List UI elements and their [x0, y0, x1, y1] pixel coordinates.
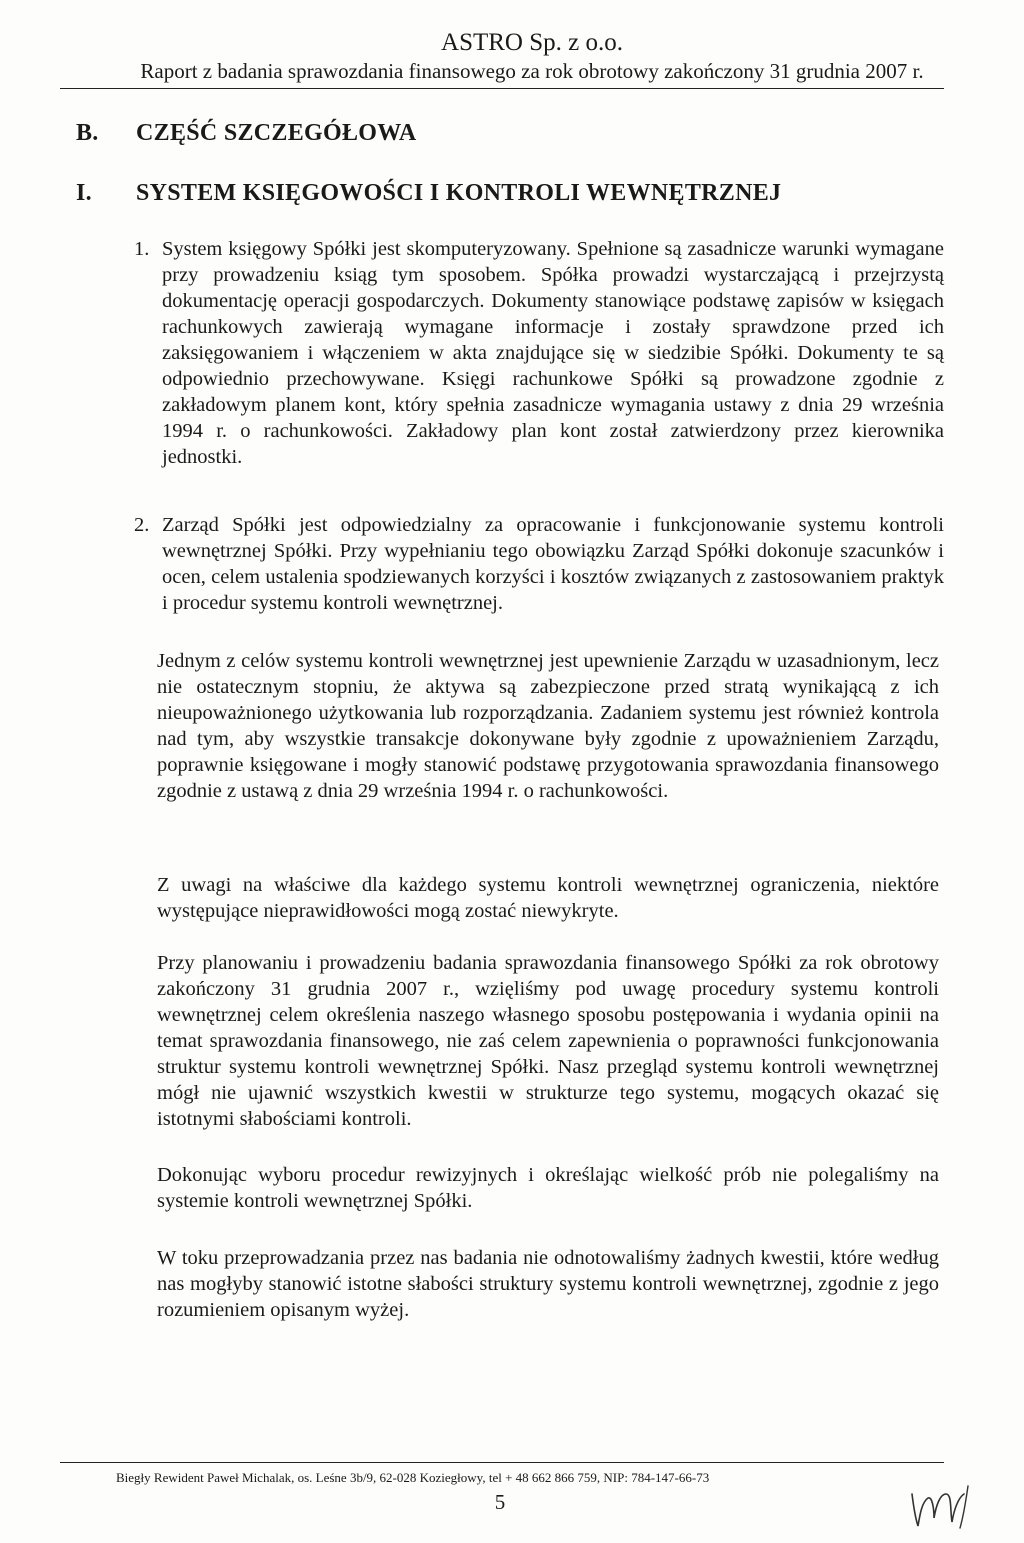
section-heading	[76, 180, 781, 207]
item-number: 1.	[134, 238, 150, 260]
paragraph-control-objectives: Jednym z celów systemu kontroli wewnętrznej jest upewnienie Zarządu w uzasadnionym, lecz nie ostatecznym stopniu, że aktywa są zabezpieczone przed stratą wynikającą z ich nieupoważnionego użytkowania lub rozporządzania. Zadaniem systemu jest również kontrola nad tym, aby wszystkie transakcje dokonywane były zgodnie z upoważnieniem Zarządu, poprawnie księgowane i mogły stanowić podstawę przygotowania sprawozdania finansowego zgodnie z ustawą z dnia 29 września 1994 r. o rachunkowości.	[157, 650, 939, 802]
item-text: Zarząd Spółki jest odpowiedzialny za opracowanie i funkcjonowanie systemu kontroli wewnętrznej Spółki. Przy wypełnianiu tego obowiązku Zarząd Spółki dokonuje szacunków i ocen, celem ustalenia spodziewanych korzyści i kosztów związanych z zastosowaniem praktyk i procedur systemu kontroli wewnętrznej.	[162, 514, 944, 614]
page-footer	[60, 1470, 944, 1486]
company-name: ASTRO Sp. z o.o.	[441, 29, 623, 56]
paragraph-audit-planning: Przy planowaniu i prowadzeniu badania sprawozdania finansowego Spółki za rok obrotowy zakończony 31 grudnia 2007 r., wzięliśmy pod uwagę procedury systemu kontroli wewnętrznej celem określenia naszego własnego sposobu postępowania i wydania opinii na temat sprawozdania finansowego, nie zaś celem zapewnienia o poprawności funkcjonowania struktur systemu kontroli wewnętrznej Spółki. Nasz przegląd systemu kontroli wewnętrznej mógł nie ujawnić wszystkich kwestii w strukturze tego systemu, mogących okazać się istotnymi słabościami kontroli.	[157, 952, 939, 1130]
page-number: 5	[494, 1490, 506, 1514]
section-title: SYSTEM KSIĘGOWOŚCI I KONTROLI WEWNĘTRZNEJ	[136, 180, 782, 206]
part-title: CZĘŚĆ SZCZEGÓŁOWA	[136, 120, 417, 146]
numbered-item-2	[134, 512, 944, 616]
item-text: System księgowy Spółki jest skomputeryzowany. Spełnione są zasadnicze warunki wymagane przy prowadzeniu ksiąg tym sposobem. Spółka prowadzi wystarczającą i przejrzystą dokumentację operacji gospodarczych. Dokumenty stanowiące podstawę zapisów w księgach rachunkowych zawierają wymagane informacje i zostały sprawdzone przed ich zaksięgowaniem i włączeniem w akta znajdujące się w siedzibie Spółki. Dokumenty te są odpowiednio przechowywane. Księgi rachunkowe Spółki są prowadzone zgodnie z zakładowym planem kont, który spełnia zasadnicze wymagania ustawy z dnia 29 września 1994 r. o rachunkowości. Zakładowy plan kont został zatwierdzony przez kierownika jednostki.	[162, 238, 944, 468]
item-number: 2.	[134, 514, 150, 536]
part-heading	[76, 120, 417, 147]
section-marker: I.	[76, 180, 92, 206]
paragraph-procedures: Dokonując wyboru procedur rewizyjnych i określając wielkość prób nie polegaliśmy na systemie kontroli wewnętrznej Spółki.	[157, 1164, 939, 1212]
header-divider	[60, 88, 944, 89]
numbered-item-1	[134, 236, 944, 470]
paragraph-conclusion: W toku przeprowadzania przez nas badania nie odnotowaliśmy żadnych kwestii, które według nas mogłyby stanowić istotne słabości struktury systemu kontroli wewnętrznej, zgodnie z jego rozumieniem opisanym wyżej.	[157, 1247, 939, 1321]
paragraph-limitations: Z uwagi na właściwe dla każdego systemu kontroli wewnętrznej ograniczenia, niektóre występujące nieprawidłowości mogą zostać niewykryte.	[157, 874, 939, 922]
handwritten-initials-signature	[908, 1480, 980, 1532]
report-subtitle: Raport z badania sprawozdania finansowego za rok obrotowy zakończony 31 grudnia 2007 r.	[140, 59, 924, 83]
auditor-info: Biegły Rewident Paweł Michalak, os. Leśne 3b/9, 62-028 Koziegłowy, tel + 48 662 866 759, NIP: 784-147-66-73	[116, 1470, 710, 1485]
part-marker: B.	[76, 120, 99, 146]
footer-divider	[60, 1462, 944, 1463]
page-header	[60, 28, 944, 84]
